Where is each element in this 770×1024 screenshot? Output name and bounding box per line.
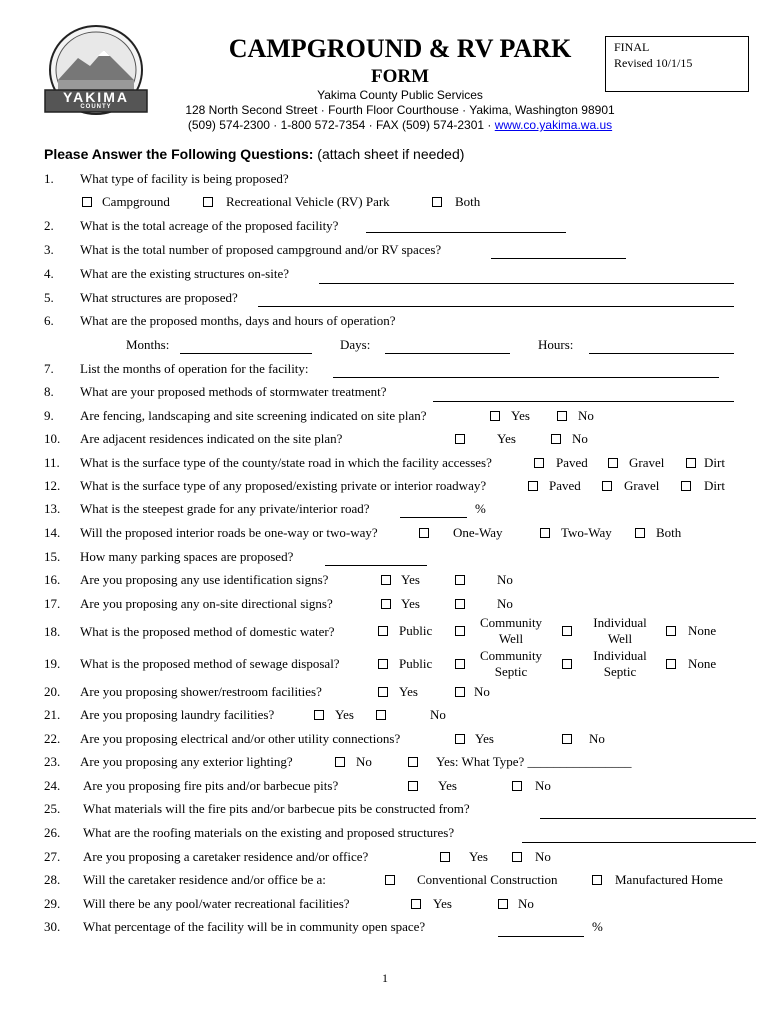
option-label: Yes bbox=[433, 896, 452, 911]
checkbox-paved[interactable] bbox=[534, 458, 544, 468]
checkbox-both[interactable] bbox=[432, 197, 442, 207]
question-number: 16. bbox=[44, 572, 61, 587]
checkbox-conventional[interactable] bbox=[385, 875, 395, 885]
checkbox-public[interactable] bbox=[378, 626, 388, 636]
option-label: No bbox=[589, 731, 605, 746]
question-text: What is the proposed method of domestic water? bbox=[80, 624, 335, 639]
question-text: What is the proposed method of sewage disposal? bbox=[80, 656, 340, 671]
option-label: Yes bbox=[335, 707, 354, 722]
question-text: Are you proposing electrical and/or other utility connections? bbox=[80, 731, 401, 746]
option-label: No bbox=[518, 896, 534, 911]
option-label: Paved bbox=[549, 478, 581, 493]
question-number: 22. bbox=[44, 731, 61, 746]
checkbox-community-septic[interactable] bbox=[455, 659, 465, 669]
option-label: None bbox=[688, 623, 717, 638]
option-label: Dirt bbox=[704, 478, 725, 493]
question-number: 18. bbox=[44, 624, 61, 639]
answer-line-parking[interactable] bbox=[325, 565, 427, 566]
answer-line-months-list[interactable] bbox=[333, 377, 719, 378]
question-text: What is the surface type of the county/state road in which the facility accesses? bbox=[80, 455, 492, 470]
revision-date: Revised 10/1/15 bbox=[614, 56, 693, 70]
question-number: 6. bbox=[44, 313, 54, 328]
question-number: 7. bbox=[44, 361, 54, 376]
option-line: Septic bbox=[603, 664, 637, 679]
option-label: One-Way bbox=[453, 525, 503, 540]
option-label: Dirt bbox=[704, 455, 725, 470]
option-line: Individual bbox=[593, 648, 647, 663]
option-label-community-well bbox=[471, 615, 551, 647]
option-label: Both bbox=[656, 525, 682, 540]
question-text: Are you proposing shower/restroom facilities? bbox=[80, 684, 322, 699]
contact-phones: (509) 574-2300 · 1-800 572-7354 · FAX (509) 574-2301 · bbox=[187, 118, 495, 132]
question-number: 3. bbox=[44, 242, 54, 257]
question-text: Will the proposed interior roads be one-way or two-way? bbox=[80, 525, 378, 540]
website-link[interactable]: www.co.yakima.wa.us bbox=[494, 118, 613, 132]
option-label: Two-Way bbox=[561, 525, 612, 540]
question-text: Are you proposing a caretaker residence and/or office? bbox=[83, 849, 369, 864]
hours-label: Hours: bbox=[538, 337, 574, 352]
question-number: 21. bbox=[44, 707, 61, 722]
checkbox-community-well[interactable] bbox=[455, 626, 465, 636]
option-label-community-septic bbox=[471, 648, 551, 680]
form-title: CAMPGROUND & RV PARK bbox=[228, 34, 572, 63]
question-number: 25. bbox=[44, 801, 61, 816]
question-number: 2. bbox=[44, 218, 54, 233]
option-label: Yes bbox=[497, 431, 516, 446]
checkbox-yes[interactable] bbox=[408, 781, 418, 791]
option-label-individual-septic bbox=[580, 648, 660, 680]
question-text: What materials will the fire pits and/or barbecue pits be constructed from? bbox=[83, 801, 470, 816]
question-text: How many parking spaces are proposed? bbox=[80, 549, 294, 564]
question-text: What percentage of the facility will be in community open space? bbox=[83, 919, 426, 934]
question-number: 12. bbox=[44, 478, 61, 493]
question-text: List the months of operation for the facility: bbox=[80, 361, 309, 376]
question-text: Are you proposing fire pits and/or barbecue pits? bbox=[83, 778, 339, 793]
question-number: 29. bbox=[44, 896, 61, 911]
answer-line-hours[interactable] bbox=[589, 353, 734, 354]
question-number: 23. bbox=[44, 754, 61, 769]
checkbox-no[interactable] bbox=[498, 899, 508, 909]
checkbox-no[interactable] bbox=[512, 781, 522, 791]
question-number: 19. bbox=[44, 656, 61, 671]
checkbox-yes[interactable] bbox=[314, 710, 324, 720]
question-text: What are the proposed months, days and hours of operation? bbox=[80, 313, 396, 328]
answer-line-acreage[interactable] bbox=[366, 232, 566, 233]
question-text: What type of facility is being proposed? bbox=[80, 171, 289, 186]
question-text: Are adjacent residences indicated on the site plan? bbox=[80, 431, 343, 446]
logo-subtext: COUNTY bbox=[80, 104, 112, 110]
checkbox-manufactured[interactable] bbox=[592, 875, 602, 885]
agency-address: 128 North Second Street · Fourth Floor Courthouse · Yakima, Washington 98901 bbox=[185, 103, 615, 117]
question-text: Are fencing, landscaping and site screening indicated on site plan? bbox=[80, 408, 427, 423]
checkbox-individual-septic[interactable] bbox=[562, 659, 572, 669]
checkbox-rv-park[interactable] bbox=[203, 197, 213, 207]
answer-line-fire-pit-materials[interactable] bbox=[540, 818, 756, 819]
answer-line-existing-structures[interactable] bbox=[319, 283, 734, 284]
percent-sign: % bbox=[592, 919, 603, 934]
question-number: 5. bbox=[44, 290, 54, 305]
question-number: 30. bbox=[44, 919, 61, 934]
checkbox-no[interactable] bbox=[376, 710, 386, 720]
question-number: 14. bbox=[44, 525, 61, 540]
checkbox-no[interactable] bbox=[335, 757, 345, 767]
option-label: Yes bbox=[475, 731, 494, 746]
question-number: 1. bbox=[44, 171, 54, 186]
option-label: Public bbox=[399, 623, 433, 638]
option-label: Recreational Vehicle (RV) Park bbox=[226, 194, 390, 209]
option-label: No bbox=[535, 849, 551, 864]
checkbox-campground[interactable] bbox=[82, 197, 92, 207]
checkbox-yes[interactable] bbox=[378, 687, 388, 697]
question-text: Will there be any pool/water recreational facilities? bbox=[83, 896, 350, 911]
question-number: 24. bbox=[44, 778, 61, 793]
instructions bbox=[44, 146, 464, 162]
checkbox-yes[interactable] bbox=[381, 599, 391, 609]
question-number: 26. bbox=[44, 825, 61, 840]
checkbox-yes[interactable] bbox=[440, 852, 450, 862]
checkbox-dirt[interactable] bbox=[681, 481, 691, 491]
option-label: Yes bbox=[401, 572, 420, 587]
question-number: 13. bbox=[44, 501, 61, 516]
months-label: Months: bbox=[126, 337, 170, 352]
agency-name: Yakima County Public Services bbox=[317, 88, 483, 102]
question-text: What are your proposed methods of stormwater treatment? bbox=[80, 384, 387, 399]
checkbox-yes[interactable] bbox=[411, 899, 421, 909]
question-number: 11. bbox=[44, 455, 60, 470]
instructions-note: (attach sheet if needed) bbox=[313, 146, 465, 162]
checkbox-yes[interactable] bbox=[381, 575, 391, 585]
page-number: 1 bbox=[382, 971, 388, 985]
option-label: Gravel bbox=[629, 455, 665, 470]
option-label: Conventional Construction bbox=[417, 872, 558, 887]
instructions-bold: Please Answer the Following Questions: bbox=[44, 146, 314, 162]
question-text: What is the steepest grade for any private/interior road? bbox=[80, 501, 370, 516]
option-label: No bbox=[535, 778, 551, 793]
checkbox-one-way[interactable] bbox=[419, 528, 429, 538]
question-text: Will the caretaker residence and/or office be a: bbox=[83, 872, 326, 887]
checkbox-none[interactable] bbox=[666, 626, 676, 636]
option-label: Public bbox=[399, 656, 433, 671]
checkbox-no[interactable] bbox=[557, 411, 567, 421]
option-label: Paved bbox=[556, 455, 588, 470]
question-text: What are the roofing materials on the existing and proposed structures? bbox=[83, 825, 455, 840]
option-label: Yes bbox=[401, 596, 420, 611]
checkbox-yes[interactable] bbox=[408, 757, 418, 767]
option-line: Individual bbox=[593, 615, 647, 630]
checkbox-both[interactable] bbox=[635, 528, 645, 538]
option-label-what-type: Yes: What Type? ________________ bbox=[436, 754, 632, 769]
question-number: 17. bbox=[44, 596, 61, 611]
option-label: None bbox=[688, 656, 717, 671]
option-label: No bbox=[430, 707, 446, 722]
option-label: Both bbox=[455, 194, 481, 209]
question-text: Are you proposing laundry facilities? bbox=[80, 707, 275, 722]
option-label: No bbox=[578, 408, 594, 423]
option-label: No bbox=[356, 754, 372, 769]
question-text: Are you proposing any on-site directional signs? bbox=[80, 596, 333, 611]
option-label: Yes bbox=[399, 684, 418, 699]
option-label: Manufactured Home bbox=[615, 872, 723, 887]
answer-line-grade[interactable] bbox=[400, 517, 467, 518]
answer-line-open-space[interactable] bbox=[498, 936, 584, 937]
agency-contact bbox=[180, 118, 620, 132]
option-label: No bbox=[474, 684, 490, 699]
checkbox-yes[interactable] bbox=[490, 411, 500, 421]
option-line: Community bbox=[479, 615, 543, 630]
checkbox-gravel[interactable] bbox=[608, 458, 618, 468]
status-label: FINAL bbox=[614, 40, 650, 54]
option-line: Community bbox=[479, 648, 543, 663]
form-subtitle: FORM bbox=[370, 66, 430, 87]
answer-line-proposed-structures[interactable] bbox=[258, 306, 734, 307]
checkbox-yes[interactable] bbox=[455, 734, 465, 744]
answer-line-stormwater[interactable] bbox=[433, 401, 734, 402]
checkbox-no[interactable] bbox=[455, 687, 465, 697]
option-label-individual-well bbox=[580, 615, 660, 647]
question-number: 4. bbox=[44, 266, 54, 281]
answer-line-months[interactable] bbox=[180, 353, 312, 354]
answer-line-spaces[interactable] bbox=[491, 258, 626, 259]
checkbox-paved[interactable] bbox=[528, 481, 538, 491]
question-number: 15. bbox=[44, 549, 61, 564]
question-number: 10. bbox=[44, 431, 61, 446]
question-number: 20. bbox=[44, 684, 61, 699]
option-label: Gravel bbox=[624, 478, 660, 493]
checkbox-two-way[interactable] bbox=[540, 528, 550, 538]
question-number: 27. bbox=[44, 849, 61, 864]
checkbox-no[interactable] bbox=[562, 734, 572, 744]
option-label: No bbox=[497, 572, 513, 587]
checkbox-public[interactable] bbox=[378, 659, 388, 669]
option-line: Septic bbox=[494, 664, 528, 679]
percent-sign: % bbox=[475, 501, 486, 516]
answer-line-days[interactable] bbox=[385, 353, 510, 354]
option-label: Yes bbox=[438, 778, 457, 793]
question-text: What is the total number of proposed campground and/or RV spaces? bbox=[80, 242, 442, 257]
option-line: Well bbox=[607, 631, 633, 646]
checkbox-no[interactable] bbox=[551, 434, 561, 444]
checkbox-dirt[interactable] bbox=[686, 458, 696, 468]
checkbox-individual-well[interactable] bbox=[562, 626, 572, 636]
option-label: No bbox=[497, 596, 513, 611]
option-line: Well bbox=[498, 631, 524, 646]
question-number: 8. bbox=[44, 384, 54, 399]
option-label: Yes bbox=[469, 849, 488, 864]
question-text: What structures are proposed? bbox=[80, 290, 238, 305]
question-number: 9. bbox=[44, 408, 54, 423]
question-text: Are you proposing any use identification signs? bbox=[80, 572, 329, 587]
checkbox-gravel[interactable] bbox=[602, 481, 612, 491]
option-label: No bbox=[572, 431, 588, 446]
days-label: Days: bbox=[340, 337, 371, 352]
question-text: What is the total acreage of the proposed facility? bbox=[80, 218, 339, 233]
question-text: What is the surface type of any proposed/existing private or interior roadway? bbox=[80, 478, 487, 493]
question-number: 28. bbox=[44, 872, 61, 887]
option-label: Yes bbox=[511, 408, 530, 423]
checkbox-yes[interactable] bbox=[455, 434, 465, 444]
checkbox-no[interactable] bbox=[455, 599, 465, 609]
checkbox-no[interactable] bbox=[512, 852, 522, 862]
option-label: Campground bbox=[102, 194, 170, 209]
checkbox-none[interactable] bbox=[666, 659, 676, 669]
question-text: What are the existing structures on-site? bbox=[80, 266, 290, 281]
logo-text: YAKIMA bbox=[63, 89, 129, 105]
checkbox-no[interactable] bbox=[455, 575, 465, 585]
answer-line-roofing[interactable] bbox=[522, 842, 756, 843]
question-text: Are you proposing any exterior lighting? bbox=[80, 754, 293, 769]
